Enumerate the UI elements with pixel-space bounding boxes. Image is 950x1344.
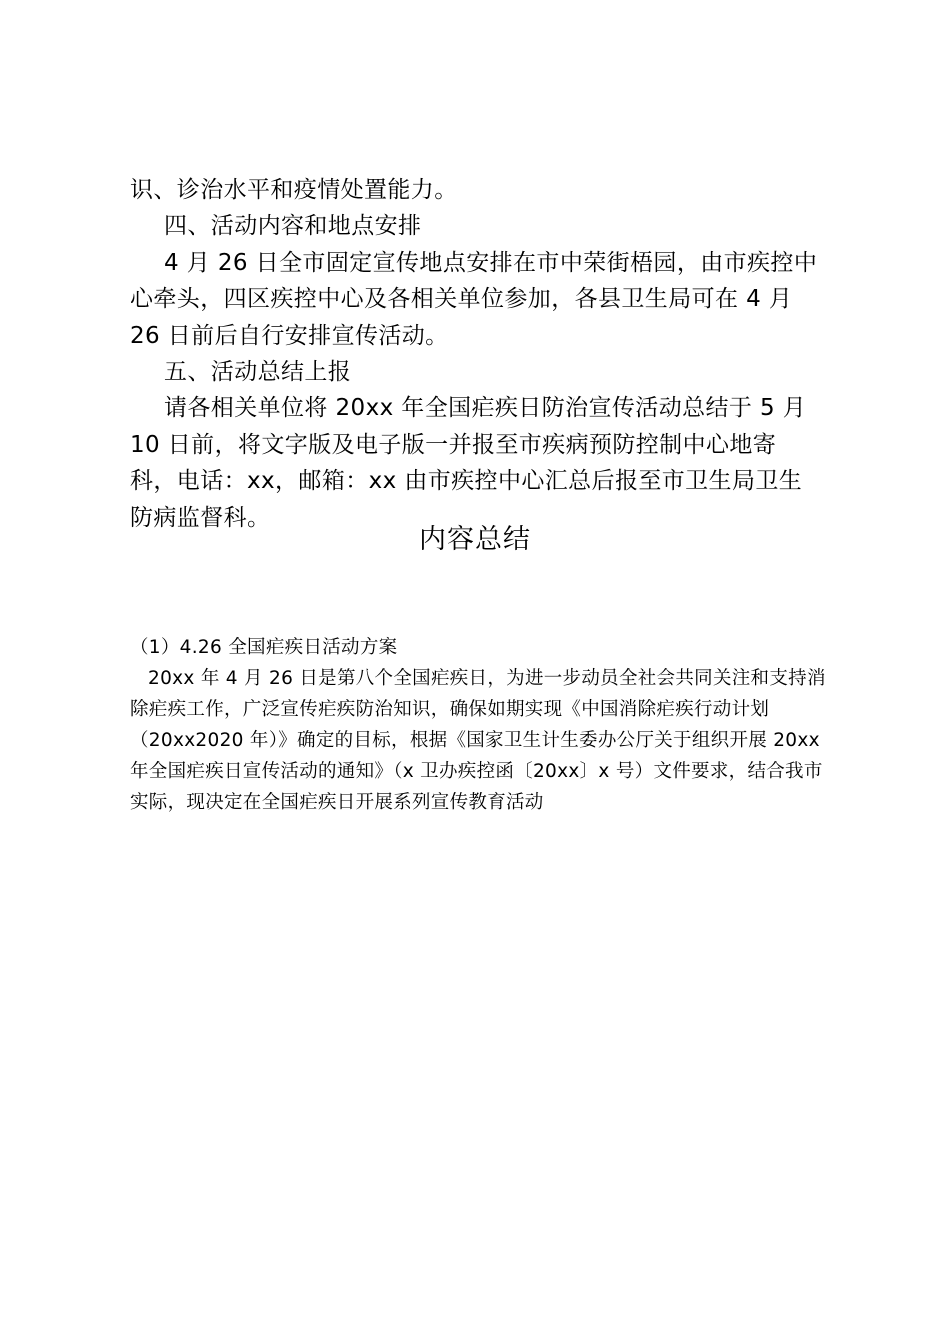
paragraph-continuation: 识、诊治水平和疫情处置能力。	[130, 177, 458, 203]
summary-item-body: 20xx 年 4 月 26 日是第八个全国疟疾日，为进一步动员全社会共同关注和支持消除疟疾工作，广泛宣传疟疾防治知识，确保如期实现《中国消除疟疾行动计划（20xx2020 年）》确定的目标，根据《国家卫生计生委办公厅关于组织开展 20xx 年全国疟疾日宣传活动的通知》（x 卫办疾控函〔20xx〕x 号）文件要求，结合我市实际，现决定在全国疟疾日开展系列宣传教育活动	[130, 668, 826, 813]
document-body	[130, 172, 822, 536]
summary-section	[130, 632, 835, 818]
paragraph-activity-location: 4 月 26 日全市固定宣传地点安排在市中荣街梧园，由市疾控中心牵头，四区疾控中心及各相关单位参加，各县卫生局可在 4 月 26 日前后自行安排宣传活动。	[130, 249, 818, 349]
paragraph-summary-report: 请各相关单位将 20xx 年全国疟疾日防治宣传活动总结于 5 月 10 日前，将文字版及电子版一并报至市疾病预防控制中心地寄科，电话：xx，邮箱：xx 由市疾控中心汇总后报至市卫生局卫生防病监督科。	[130, 395, 807, 531]
section-heading-summary-report: 五、活动总结上报	[164, 359, 352, 386]
section-heading-activity-location: 四、活动内容和地点安排	[164, 213, 422, 240]
summary-item-heading: （1）4.26 全国疟疾日活动方案	[130, 637, 398, 658]
summary-title: 内容总结	[419, 524, 531, 555]
